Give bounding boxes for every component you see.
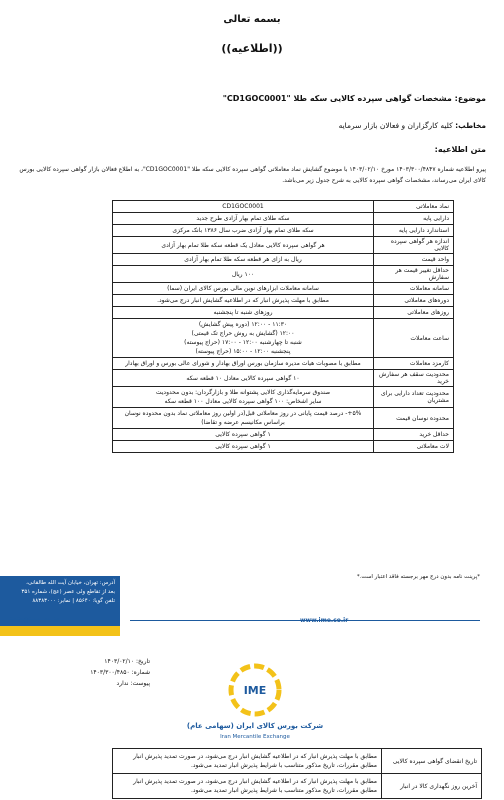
address-stripe (0, 626, 120, 636)
row-label: حداقل خرید (374, 429, 454, 441)
row-value: ریال به ازای هر قطعه سکه طلا تمام بهار آزادی (113, 254, 374, 266)
row-value: صندوق سرمایه‌گذاری کالایی پشتوانه طلا و بازارگردان: بدون محدودیت سایر اشخاص: ۱۰۰ گواهی سپرده کالایی معادل ۱۰۰ قطعه سکه (113, 387, 374, 408)
table-row (113, 441, 454, 453)
meta-attachment: پیوست: ندارد (116, 680, 150, 687)
row-value: ۱ گواهی سپرده کالایی (113, 441, 374, 453)
row-label: کارمزد معاملات (374, 358, 454, 370)
table-row (113, 201, 454, 213)
row-value: ۱۰۰ ریال (113, 266, 374, 283)
row-label: ساعت معاملات (374, 319, 454, 358)
row-value: روزهای شنبه تا پنجشنبه (113, 307, 374, 319)
row-label: سامانه معاملات (374, 283, 454, 295)
footnote: *پرینت نامه بدون درج مهر برجسته فاقد اعتبار است.* (356, 574, 480, 580)
addressee-label: مخاطب: (455, 121, 486, 130)
row-label: واحد قیمت (374, 254, 454, 266)
bismillah-heading: بسمه تعالی (223, 14, 281, 25)
row-value: مطابق با مصوبات هیات مدیره سازمان بورس اوراق بهادار و شورای عالی بورس و اوراق بهادار (113, 358, 374, 370)
body-title: متن اطلاعیه: (434, 145, 486, 154)
row-value: ۱۰ گواهی سپرده کالایی معادل ۱۰ قطعه سکه (113, 370, 374, 387)
address-line-2: بعد از تقاطع ولی عصر (عج)، شماره ۳۵۱ (21, 589, 115, 595)
notice-heading: ((اطلاعیه)) (221, 42, 283, 55)
table-row (113, 283, 454, 295)
row-value: ۱ گواهی سپرده کالایی (113, 429, 374, 441)
row-label: استاندارد دارایی پایه (374, 225, 454, 237)
row-label: نماد معاملاتی (374, 201, 454, 213)
expiry-table (112, 748, 482, 799)
addressee-text: کلیه کارگزاران و فعالان بازار سرمایه (338, 121, 453, 130)
letter-meta (30, 656, 150, 689)
row-value: مطابق با مهلت پذیرش انبار که در اطلاعیه گشایش انبار درج می‌شود. (113, 295, 374, 307)
row-value: ۵%+- درصد قیمت پایانی در روز معاملاتی قبل(در اولین روز معاملاتی نماد بدون محدوده نوسان براساس مکانیسم عرضه و تقاضا) (113, 408, 374, 429)
table-row (113, 254, 454, 266)
row-label: آخرین روز نگهداری کالا در انبار (382, 774, 482, 799)
row-label: لات معاملاتی (374, 441, 454, 453)
spec-table (112, 200, 454, 453)
table-row (113, 408, 454, 429)
table-row (113, 358, 454, 370)
row-value: مطابق با مهلت پذیرش انبار که در اطلاعیه گشایش انبار درج می‌شود، در صورت تمدید پذیرش انبار مطابق مقررات، تاریخ مذکور متناسب با شرایط پذیرش انبار تمدید می‌شود. (113, 749, 382, 774)
row-label: حداقل تغییر قیمت هر سفارش (374, 266, 454, 283)
table-row (113, 749, 482, 774)
row-label: اندازه هر گواهی سپرده کالایی (374, 237, 454, 254)
row-label: محدودیت تعداد دارایی برای مشتریان (374, 387, 454, 408)
company-name-en: Iran Mercantile Exchange (220, 734, 290, 740)
row-value: ۱۱:۳۰ - ۱۲:۰۰ (دوره پیش گشایش) ۱۲:۰۰ (گشایش به روش حراج تک قیمتی) شنبه تا چهارشنبه ۱۲:۰۰ - ۱۷:۰۰ (حراج پیوسته) پنجشنبه ۱۲:۰۰ - ۱۵:۰۰ (حراج پیوسته) (113, 319, 374, 358)
row-label: دوره‌های معاملاتی (374, 295, 454, 307)
table-row (113, 237, 454, 254)
addressee-line (16, 121, 486, 130)
address-line-1: آدرس: تهران، خیابان آیت الله طالقانی، (26, 580, 115, 586)
address-line-3: تلفن گویا: ۸۵۶۴۰ | نمابر: ۸۸۳۸۳۰۰۰ (32, 598, 115, 604)
table-row (113, 307, 454, 319)
email-link[interactable]: info@ime.co.ir (10, 617, 59, 624)
row-value: سکه طلای تمام بهار آزادی طرح جدید (113, 213, 374, 225)
row-label: دارایی پایه (374, 213, 454, 225)
row-label: محدودیت سقف هر سفارش خرید (374, 370, 454, 387)
row-label: محدوده نوسان قیمت (374, 408, 454, 429)
table-row (113, 429, 454, 441)
table-row (113, 370, 454, 387)
row-value: هر گواهی سپرده کالایی معادل یک قطعه سکه طلا تمام بهار آزادی (113, 237, 374, 254)
intro-paragraph: پیرو اطلاعیه شماره ۱۴۰۳/۳۰۰/۴۸۴۷ مورخ ۱۴۰۳/۰۲/۱۰ با موضوع گشایش نماد معاملاتی گواهی سپرده کالایی سکه طلا "CD1GOC0001"، به اطلاع فعالان بازار گواهی سپرده کالایی بورس کالای ایران می‌رساند، مشخصات گواهی سپرده کالایی به شرح جدول زیر می‌باشد. (19, 166, 486, 184)
company-name-fa: شرکت بورس کالای ایران (سهامی عام) (186, 722, 324, 730)
logo-text: IME (243, 684, 267, 697)
table-row (113, 774, 482, 799)
table-row (113, 266, 454, 283)
table-row (113, 387, 454, 408)
row-value: مطابق با مهلت پذیرش انبار که در اطلاعیه گشایش انبار درج می‌شود، در صورت تمدید پذیرش انبار مطابق مقررات، تاریخ مذکور متناسب با شرایط پذیرش انبار تمدید می‌شود. (113, 774, 382, 799)
table-row (113, 225, 454, 237)
ime-logo-icon (225, 660, 285, 720)
table-row (113, 295, 454, 307)
row-value: سامانه معاملات ابزارهای نوین مالی بورس کالای ایران (سما) (113, 283, 374, 295)
subject-line: موضوع: مشخصات گواهی سپرده کالایی سکه طلا "CD1GOC0001" (222, 94, 486, 103)
row-value: CD1GOC0001 (113, 201, 374, 213)
row-value: سکه طلای تمام بهار آزادی ضرب سال ۱۳۸۶ بانک مرکزی (113, 225, 374, 237)
row-label: تاریخ انقضای گواهی سپرده کالایی (382, 749, 482, 774)
meta-date: تاریخ: ۱۴۰۳/۰۲/۱۰ (104, 658, 150, 665)
meta-number: شماره: ۱۴۰۳/۳۰۰/۴۸۵۰ (90, 669, 150, 676)
row-label: روزهای معاملاتی (374, 307, 454, 319)
table-row (113, 319, 454, 358)
website-link[interactable]: www.ime.co.ir (300, 617, 349, 624)
table-row (113, 213, 454, 225)
